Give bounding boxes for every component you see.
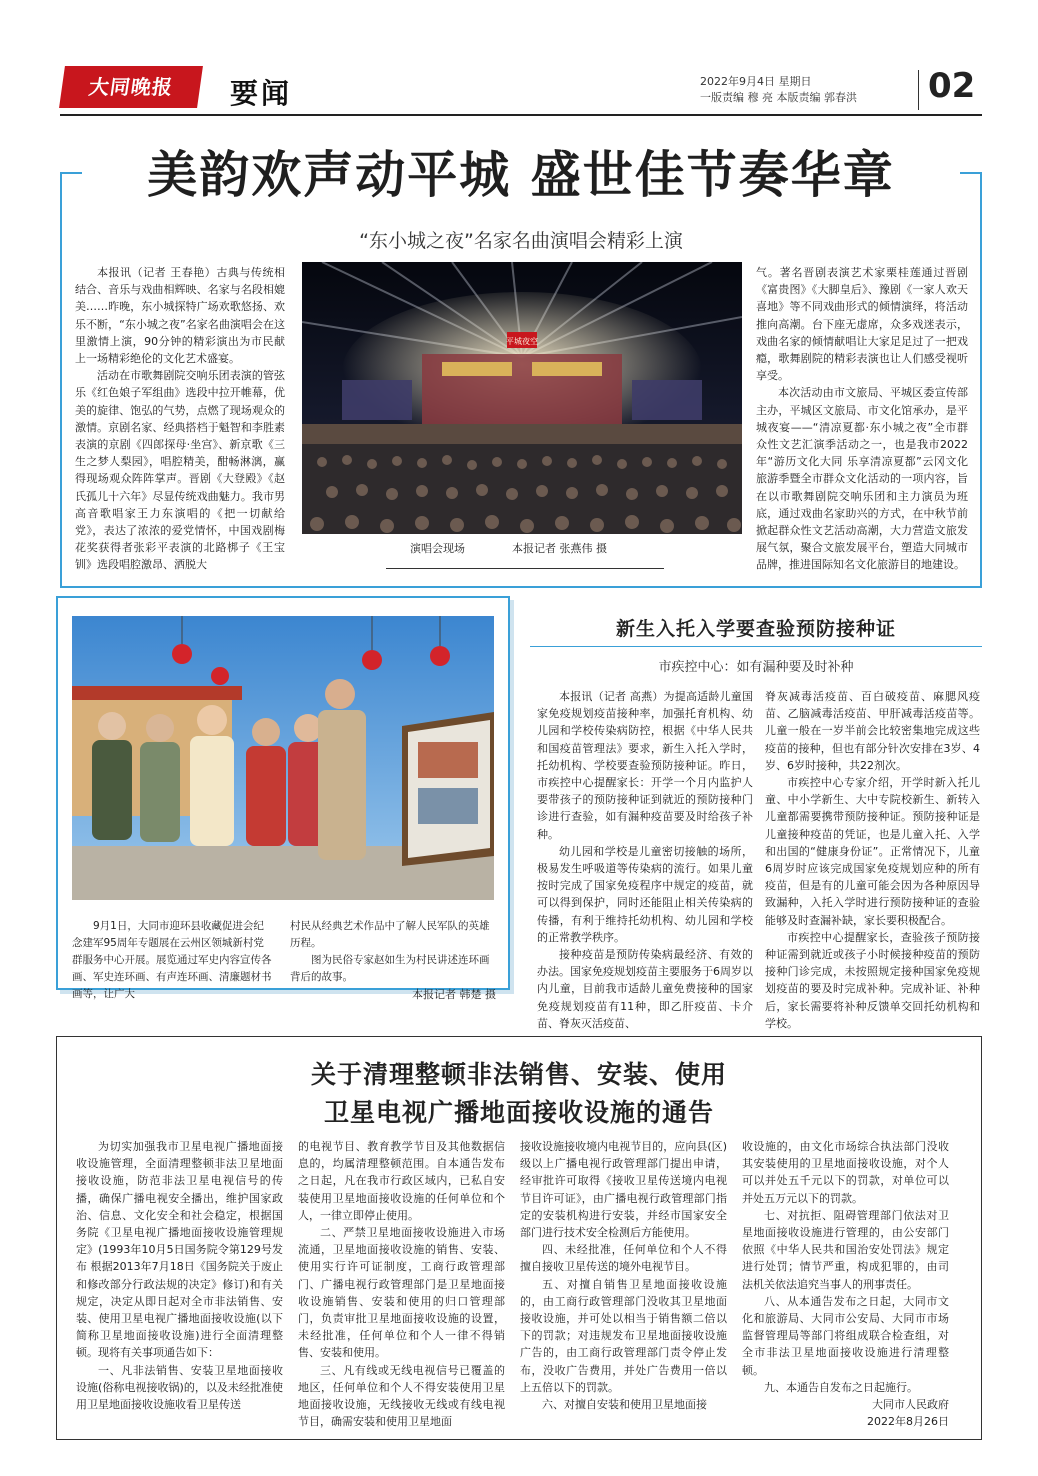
header-divider bbox=[918, 70, 919, 110]
paragraph: 七、对抗拒、阻碍管理部门依法对卫星地面接收设施进行管理的，由公安部门依照《中华人民共和国治安处罚法》规定进行处罚；情节严重，构成犯罪的，由司法机关依法追究当事人的刑事责任。 bbox=[742, 1208, 949, 1291]
paragraph: 一、凡非法销售、安装卫星地面接收设施(俗称电视接收锅)的，以及未经批准使用卫星地面接收设施收看卫星传送 bbox=[76, 1363, 283, 1412]
paragraph: 二、严禁卫星地面接收设施进入市场流通，卫星地面接收设施的销售、安装、使用实行许可证制度，工商行政管理部门、广播电视行政管理部门是卫星地面接收设施销售、安装和使用的归口管理部门，负责审批卫星地面接收设施的设置，未经批准，任何单位和个人一律不得销售、安装和使用。 bbox=[298, 1226, 505, 1360]
caption-text: 9月1日，大同市迎环县收藏促进会纪念建军95周年专题展在云州区领城新村党群服务中心开展。展览通过军史内容宣传各画、军史连环画、有声连环画、清廉题材书画等，让广大 bbox=[72, 920, 272, 1000]
story1-headline: 美韵欢声动平城 盛世佳节奏华章 bbox=[147, 146, 895, 204]
story2-column-2 bbox=[765, 688, 980, 1032]
paragraph: 五、对擅自销售卫星地面接收设施的，由工商行政管理部门没收其卫星地面接收设施，并可处以相当于销售额二倍以下的罚款；对违规发布卫星地面接收设施广告的，由工商行政管理部门责令停止发布，没收广告费用，并处广告费用一倍以上五倍以下的罚款。 bbox=[520, 1277, 727, 1394]
notice-column-1 bbox=[76, 1138, 283, 1413]
headline-line: 卫星电视广播地面接收设施的通告 bbox=[323, 1098, 714, 1127]
concert-stage-photo bbox=[302, 262, 742, 534]
paragraph: 八、从本通告发布之日起，大同市文化和旅游局、大同市公安局、大同市市场监督管理局等部门将组成联合检查组，对全市非法卫星地面接收设施进行清理整顿。 bbox=[742, 1294, 949, 1377]
paragraph: 活动在市歌舞剧院交响乐团表演的管弦乐《红色娘子军组曲》选段中拉开帷幕，优美的旋律、饱弘的气势，点燃了现场观众的激情。京剧名家、经典搭档于魁智和李胜素表演的京剧《四郎探母·坐宫》、新京歌《三生之梦人梨园》，唱腔精美，酣畅淋漓，赢得现场观众阵阵掌声。晋剧《大登殿》《赵氏孤儿十六年》尽显传统戏曲魅力。我市男高音歌唱家王力东演唱的《把一切献给党》，表达了浓浓的爱党情怀，中国戏剧梅花奖获得者张彩平表演的北路梆子《王宝钏》选段唱腔激昂、洒脱大 bbox=[75, 369, 285, 572]
issue-date: 2022年8月26日 bbox=[867, 1415, 949, 1429]
notice-column-2 bbox=[298, 1138, 505, 1430]
photo-caption: 演唱会现场 bbox=[410, 542, 465, 555]
page-number: 02 bbox=[928, 66, 976, 106]
notice-column-4 bbox=[742, 1138, 949, 1430]
section-title: 要闻 bbox=[230, 77, 293, 110]
paragraph: 四、未经批准，任何单位和个人不得擅自接收卫星传送的境外电视节目。 bbox=[520, 1243, 727, 1274]
paragraph: 为切实加强我市卫星电视广播地面接收设施管理，全面清理整顿非法卫星地面接收设施，防范非法卫星电视信号的传播，确保广播电视安全播出，维护国家政治、信息、文化安全和社会稳定，根据国务院《卫星电视广播地面接收设施管理规定》(1993年10月5日国务院令第129号发布 根据2013年7月18日《国务院关于废止和修改部分行政法规的决定》修订)和有关规定，决定从即日起对全市非法销售、安装、使用卫星电视广播地面接收设施(以下简称卫星地面接收设施)进行全面清理整顿。现将有关事项通告如下： bbox=[76, 1140, 283, 1360]
story2-column-1 bbox=[537, 688, 753, 1032]
paragraph: 九、本通告自发布之日起施行。 bbox=[764, 1380, 918, 1394]
paragraph: 接收设施接收境内电视节目的，应向县(区)级以上广播电视行政管理部门提出申请，经审批许可取得《接收卫星传送境内电视节目许可证》，由广播电视行政管理部门指定的安装机构进行安装，并经市国家安全部门进行技术安全检测后方能使用。 bbox=[520, 1140, 727, 1240]
frame-corner bbox=[960, 172, 982, 174]
paragraph: 市疾控中心专家介绍，开学时新入托儿童、中小学新生、大中专院校新生、新转入儿童都需要携带预防接种证。预防接种证是儿童接种疫苗的凭证，也是儿童入托、入学和出国的“健康身份证”。正常情况下，儿童6周岁时应该完成国家免疫规划应种的所有疫苗，但是有的儿童可能会因为各种原因导致漏种，入托入学时进行预防接种证的查验能够及时查漏补缺，家长要积极配合。 bbox=[765, 776, 980, 927]
editors-line: 一版责编 穆 亮 本版责编 郭春洪 bbox=[700, 91, 857, 104]
headline-rule bbox=[530, 646, 982, 647]
notice-headline bbox=[56, 1056, 982, 1132]
paragraph: 本报讯（记者 王春艳）古典与传统相结合、音乐与戏曲相辉映、名家与名段相媲美……昨晚，东小城探特广场欢歌悠扬、欢乐不断，“东小城之夜”名家名曲演唱会在这里激情上演，90分钟的精彩演出为市民献上一场精彩绝伦的文化艺术盛宴。 bbox=[75, 266, 285, 366]
paragraph: 市疾控中心提醒家长，查验孩子预防接种证需到就近或孩子小时候接种疫苗的预防接种门诊完成，未按照规定接种国家免疫规划疫苗的要及时完成补种。完成补证、补种后，家长需要将补种反馈单交回托幼机构和学校。 bbox=[765, 930, 980, 1030]
stage-banner-text: 平城夜空 bbox=[506, 337, 538, 346]
paragraph: 的电视节目、教育教学节目及其他数据信息的，均属清理整顿范围。自本通告发布之日起，凡在我市行政区域内，已私自安装使用卫星地面接收设施的任何单位和个人，一律立即停止使用。 bbox=[298, 1140, 505, 1222]
caption-text: 图为民俗专家赵如生为村民讲述连环画背后的故事。 bbox=[290, 954, 490, 983]
paragraph: 幼儿园和学校是儿童密切接触的场所，极易发生呼吸道等传染病的流行。如果儿童按时完成了国家免疫程序中规定的疫苗，就可以得到保护，同时还能阻止相关传染病的传播，有利于维持托幼机构、幼儿园和学校的正常教学秩序。 bbox=[537, 844, 753, 944]
photo-credit: 本报记者 张燕伟 摄 bbox=[512, 542, 607, 555]
paragraph: 本次活动由市文旅局、平城区委宣传部主办，平城区文旅局、市文化馆承办，是平城夜宴——“清凉夏都·东小城之夜”全市群众性文艺汇演季活动之一，也是我市2022年“游历文化大同 乐享清凉夏都”云冈文化旅游季暨全市群众文化活动的一项内容，旨在以市歌舞剧院交响乐团和主力演员为班底，通过戏曲名家助兴的方式，在中秋节前掀起群众性文艺活动高潮，大力营造文旅发展气氛，聚合文旅发展平台，塑造大同城市品牌，推进国际知名文化旅游目的地建设。 bbox=[756, 386, 968, 572]
story1-column-1 bbox=[75, 264, 285, 574]
dateline: 2022年9月4日 星期日 bbox=[700, 75, 812, 88]
paragraph: 本报讯（记者 高燕）为提高适龄儿童国家免疫规划疫苗接种率，加强托育机构、幼儿园和学校传染病防控，根据《中华人民共和国疫苗管理法》要求，新生入托入学时，托幼机构、学校要查验预防接种证。昨日，市疾控中心提醒家长：开学一个月内监护人要带孩子的预防接种证到就近的预防接种门诊进行查验，如有漏种疫苗要及时给孩子补种。 bbox=[537, 690, 753, 841]
headline-line: 关于清理整顿非法销售、安装、使用 bbox=[310, 1060, 727, 1089]
story1-column-3 bbox=[756, 264, 968, 574]
caption-rule bbox=[386, 568, 664, 569]
story1-subhead: “东小城之夜”名家名曲演唱会精彩上演 bbox=[359, 230, 683, 252]
paragraph: 六、对擅自安装和使用卫星地面接 bbox=[542, 1398, 707, 1412]
header-rule bbox=[60, 114, 982, 116]
masthead-logo: 大同晚报 bbox=[59, 66, 203, 108]
paragraph: 接种疫苗是预防传染病最经济、有效的办法。国家免疫规划疫苗主要服务于6周岁以内儿童，目前我市适龄儿童免费接种的国家免疫规划疫苗有11种，即乙肝疫苗、卡介苗、脊灰灭活疫苗、 bbox=[537, 948, 753, 1030]
photo-credit: 本报记者 韩楚 摄 bbox=[412, 988, 496, 1001]
caption-text: 村民从经典艺术作品中了解人民军队的英雄历程。 bbox=[290, 920, 490, 949]
paragraph: 气。著名晋剧表演艺术家栗桂莲通过晋剧《富贵图》《大脚皇后》、豫剧《一家人欢天喜地》等不同戏曲形式的倾情演绎，将活动推向高潮。台下座无虚席，众多戏迷表示，戏曲名家的倾情献唱让大家足足过了一把戏瘾，歌舞剧院的精彩表演也让人们感受视听享受。 bbox=[756, 266, 968, 383]
photo-caption-continued bbox=[290, 918, 496, 1003]
photo-caption bbox=[72, 918, 272, 1003]
story2-subhead: 市疾控中心：如有漏种要及时补种 bbox=[658, 660, 854, 675]
notice-column-3 bbox=[520, 1138, 727, 1413]
paragraph: 脊灰减毒活疫苗、百白破疫苗、麻腮风疫苗、乙脑减毒活疫苗、甲肝减毒活疫苗等。儿童一般在一岁半前会比较密集地完成这些疫苗的接种，但也有部分针次安排在3岁、4岁、6岁时接种，共22剂次。 bbox=[765, 690, 980, 772]
exhibition-photo bbox=[72, 616, 494, 900]
story2-headline: 新生入托入学要查验预防接种证 bbox=[615, 618, 896, 640]
issuer: 大同市人民政府 bbox=[872, 1398, 949, 1412]
paragraph: 三、凡有线或无线电视信号已覆盖的地区，任何单位和个人不得安装使用卫星地面接收设施，无线接收无线或有线电视节目，确需安装和使用卫星地面 bbox=[298, 1363, 505, 1429]
frame-corner bbox=[60, 172, 82, 174]
paragraph: 收设施的，由文化市场综合执法部门没收其安装使用的卫星地面接收设施，对个人可以并处五千元以下的罚款，对单位可以并处五万元以下的罚款。 bbox=[742, 1140, 949, 1205]
